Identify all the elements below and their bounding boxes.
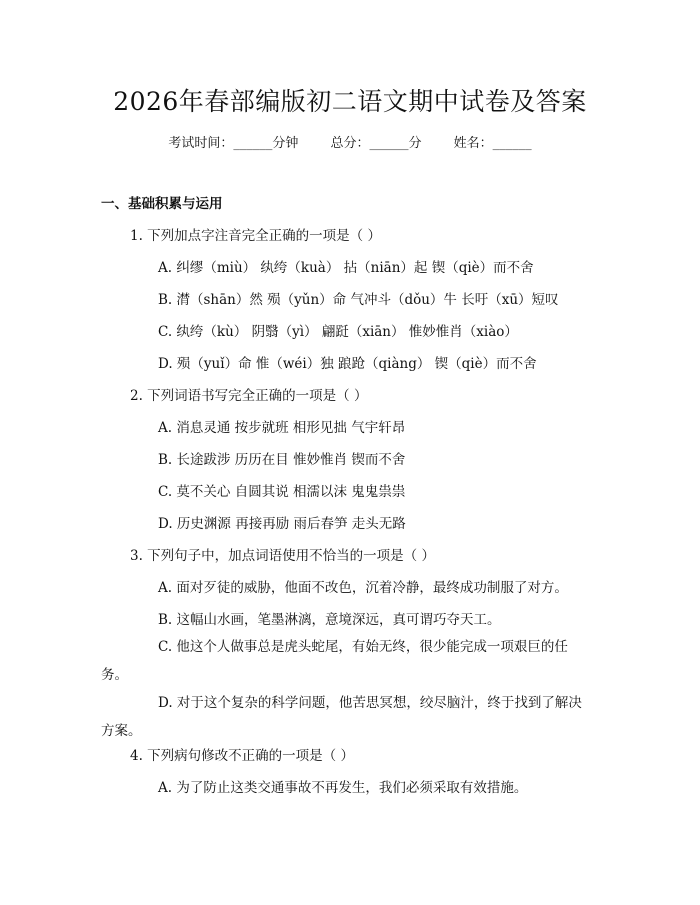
page-title: 2026年春部编版初二语文期中试卷及答案 [113, 87, 587, 116]
question-3-stem: 3. 下列句子中，加点词语使用不恰当的一项是（ ） [130, 548, 435, 564]
question-3-option-d [101, 689, 591, 745]
question-3-option-c-text: C. 他这个人做事总是虎头蛇尾，有始无终，很少能完成一项艰巨的任务。 [101, 639, 568, 683]
question-3-option-d-text: D. 对于这个复杂的科学问题，他苦思冥想，绞尽脑汁，终于找到了解决方案。 [101, 695, 582, 739]
question-1-option-b: B. 潸（shān）然 殒（yǔn）命 气冲斗（dǒu）牛 长吁（xū）短叹 [158, 292, 559, 308]
question-3-option-b: B. 这幅山水画，笔墨淋漓，意境深远，真可谓巧夺天工。 [158, 612, 501, 628]
question-3-option-a: A. 面对歹徒的威胁，他面不改色，沉着冷静，最终成功制服了对方。 [158, 580, 568, 596]
question-1-option-c: C. 纨绔（kù） 阴翳（yì） 翩跹（xiān） 惟妙惟肖（xiào） [158, 324, 518, 340]
section-heading: 一、基础积累与运用 [101, 196, 223, 212]
exam-score: 总分：______分 [330, 136, 422, 151]
question-2-option-b: B. 长途跋涉 历历在目 惟妙惟肖 锲而不舍 [158, 452, 406, 468]
question-1-stem: 1. 下列加点字注音完全正确的一项是（ ） [130, 228, 381, 244]
question-2-stem: 2. 下列词语书写完全正确的一项是（ ） [130, 388, 368, 404]
question-2-option-d: D. 历史渊源 再接再励 雨后春笋 走头无路 [158, 516, 406, 532]
question-4-option-a: A. 为了防止这类交通事故不再发生，我们必须采取有效措施。 [158, 780, 528, 796]
student-name: 姓名：______ [453, 136, 532, 151]
question-2-option-a: A. 消息灵通 按步就班 相形见拙 气宇轩昂 [158, 420, 406, 436]
question-4-stem: 4. 下列病句修改不正确的一项是（ ） [130, 748, 354, 764]
question-3-option-c [101, 633, 591, 689]
exam-time: 考试时间：______分钟 [168, 136, 299, 151]
question-1-option-a: A. 纠缪（miù） 纨绔（kuà） 拈（niān）起 锲（qiè）而不舍 [158, 260, 534, 276]
question-2-option-c: C. 莫不关心 自圆其说 相濡以沫 鬼鬼祟祟 [158, 484, 406, 500]
exam-info [0, 132, 700, 151]
question-1-option-d: D. 殒（yuǐ）命 惟（wéi）独 踉跄（qiàng） 锲（qiè）而不舍 [158, 356, 537, 372]
